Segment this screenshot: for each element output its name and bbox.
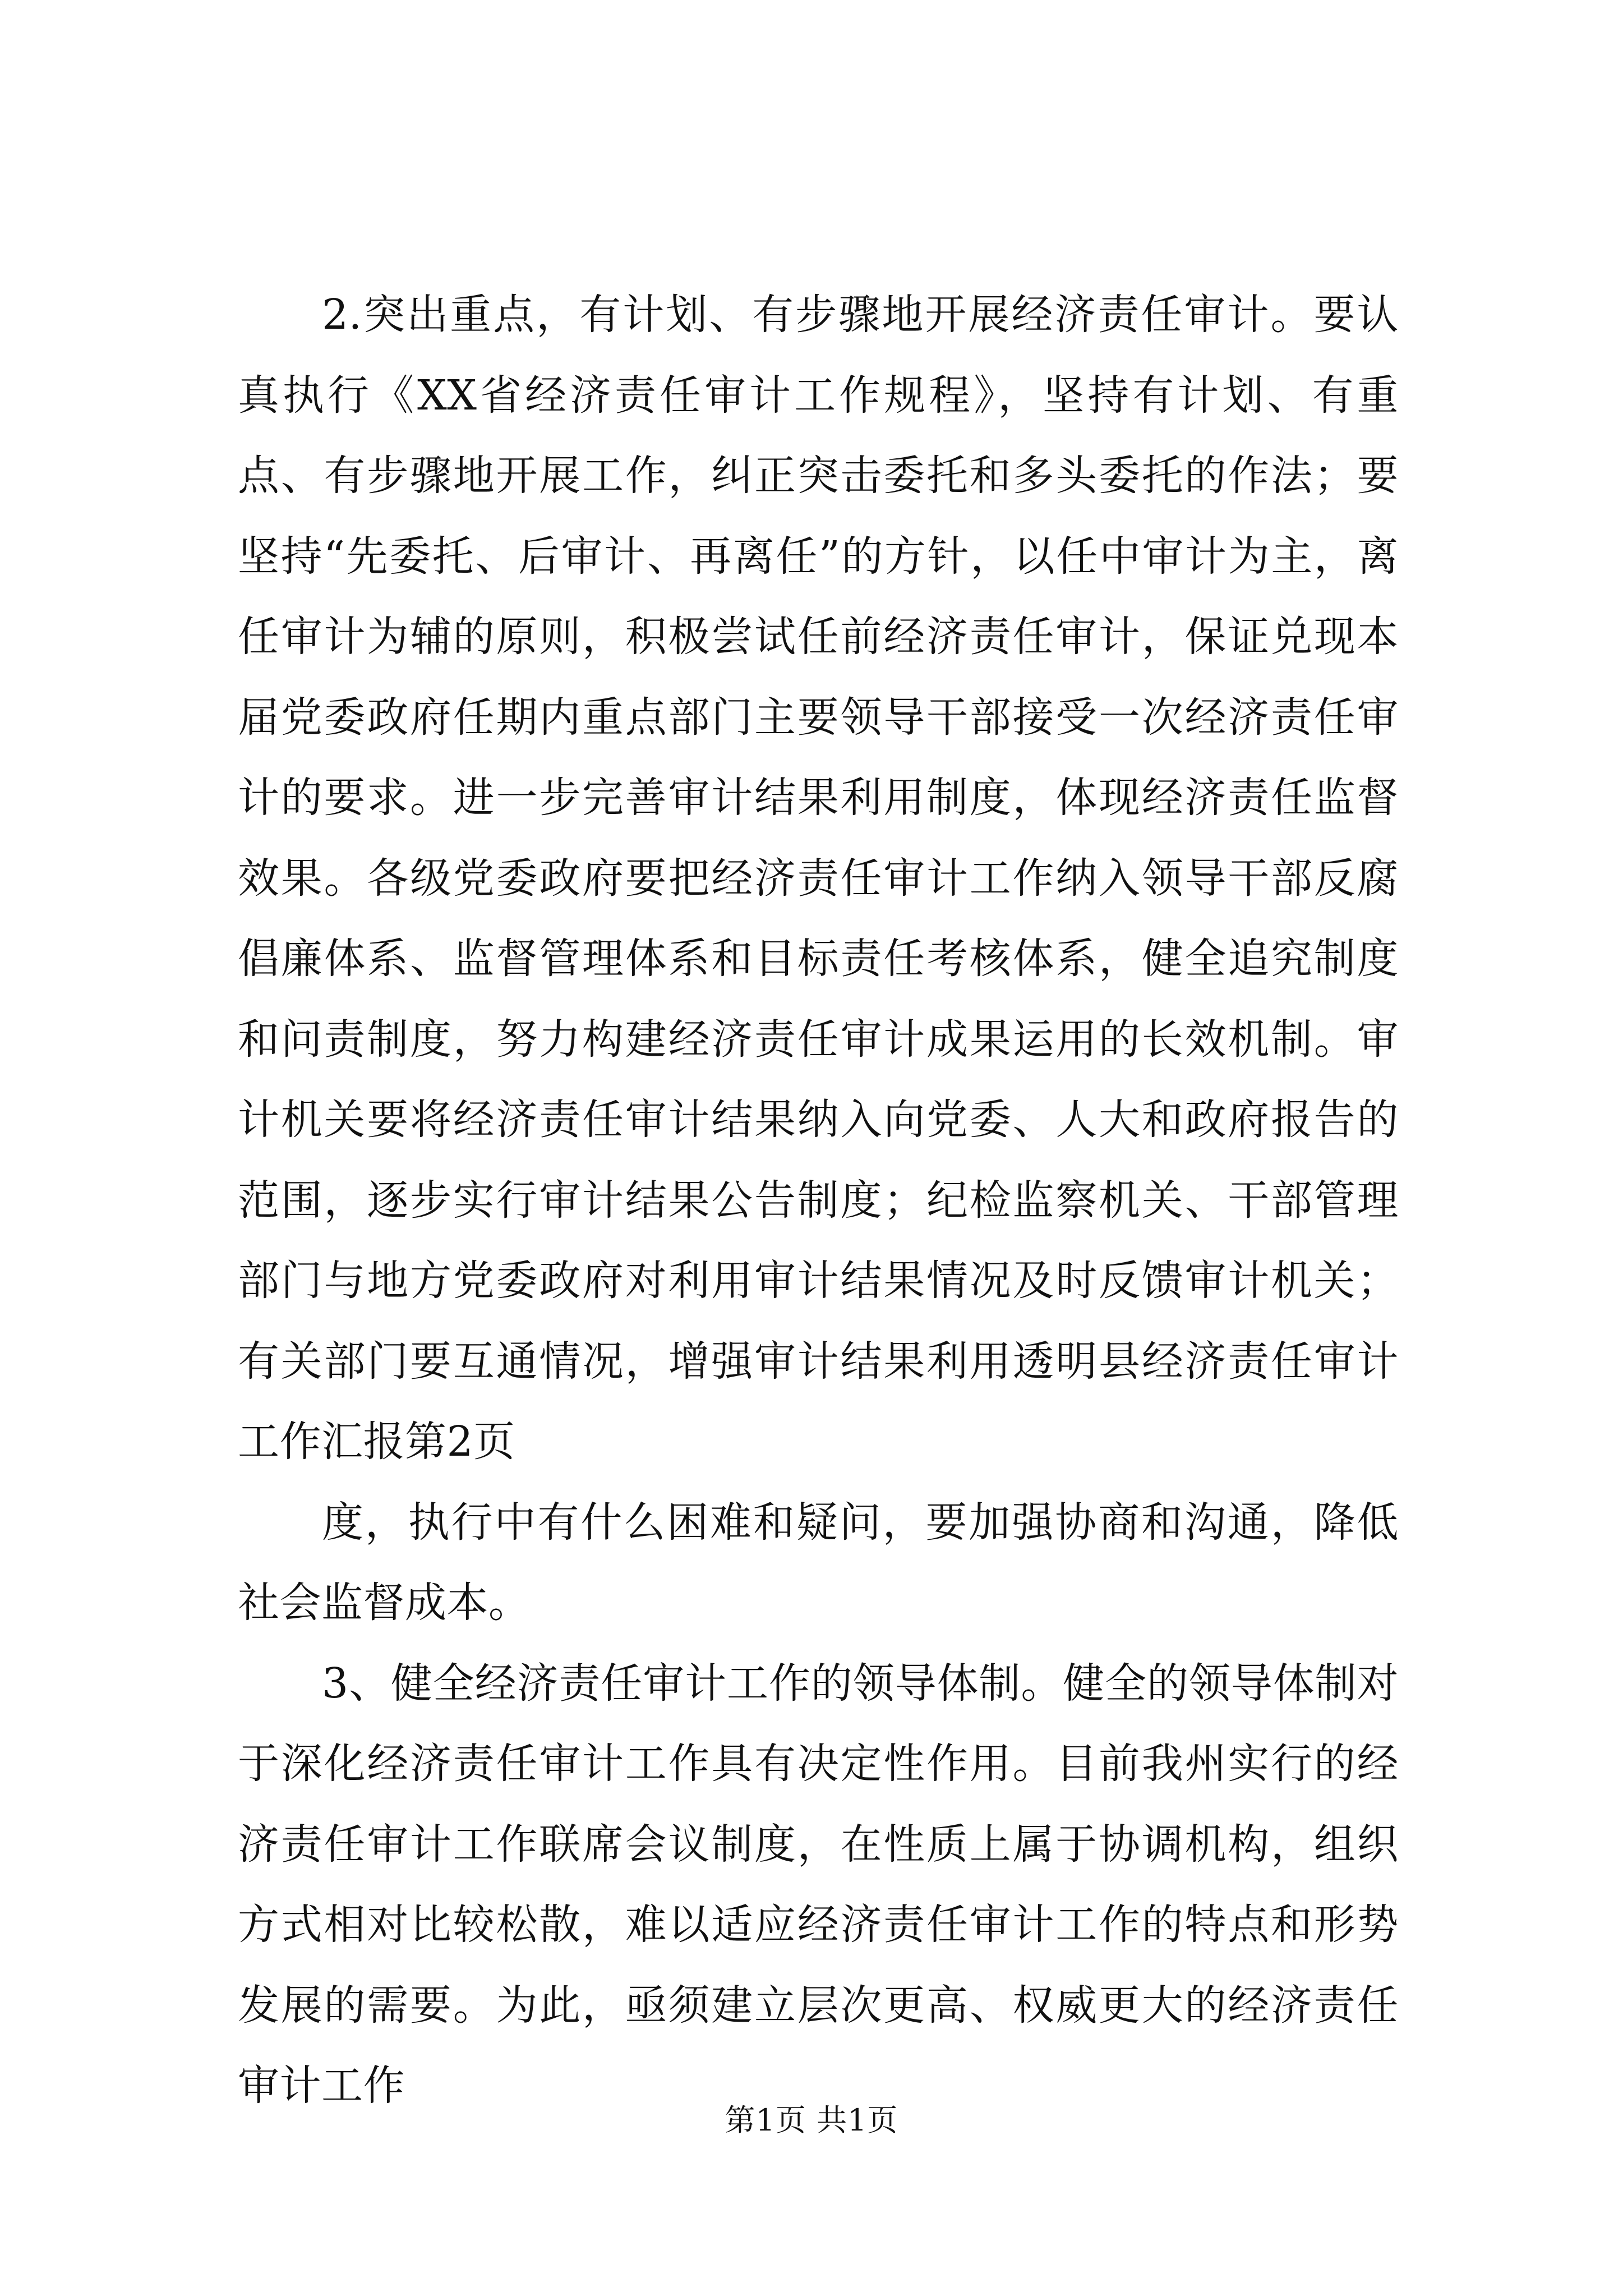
- document-body: [238, 275, 1399, 2127]
- paragraph-continuation: 度，执行中有什么困难和疑问，要加强协商和沟通，降低社会监督成本。: [238, 1498, 1399, 1627]
- paragraph-key-points: 2.突出重点，有计划、有步骤地开展经济责任审计。要认真执行《XX省经济责任审计工作规程》，坚持有计划、有重点、有步骤地开展工作，纠正突击委托和多头委托的作法；要坚持“先委托、后审计、再离任”的方针，以任中审计为主，离任审计为辅的原则，积极尝试任前经济责任审计，保证兑现本届党委政府任期内重点部门主要领导干部接受一次经济责任审计的要求。进一步完善审计结果利用制度，体现经济责任监督效果。各级党委政府要把经济责任审计工作纳入领导干部反腐倡廉体系、监督管理体系和目标责任考核体系，健全追究制度和问责制度，努力构建经济责任审计成果运用的长效机制。审计机关要将经济责任审计结果纳入向党委、人大和政府报告的范围，逐步实行审计结果公告制度；纪检监察机关、干部管理部门与地方党委政府对利用审计结果情况及时反馈审计机关；有关部门要互通情况，增强审计结果利用透明县经济责任审计工作汇报第2页: [238, 291, 1399, 1466]
- page-footer: 第1页 共1页: [725, 2102, 898, 2138]
- paragraph-leadership-system: 3、健全经济责任审计工作的领导体制。健全的领导体制对于深化经济责任审计工作具有决定性作用。目前我州实行的经济责任审计工作联席会议制度，在性质上属于协调机构，组织方式相对比较松散，难以适应经济责任审计工作的特点和形势发展的需要。为此，亟须建立层次更高、权威更大的经济责任审计工作: [238, 1659, 1399, 2110]
